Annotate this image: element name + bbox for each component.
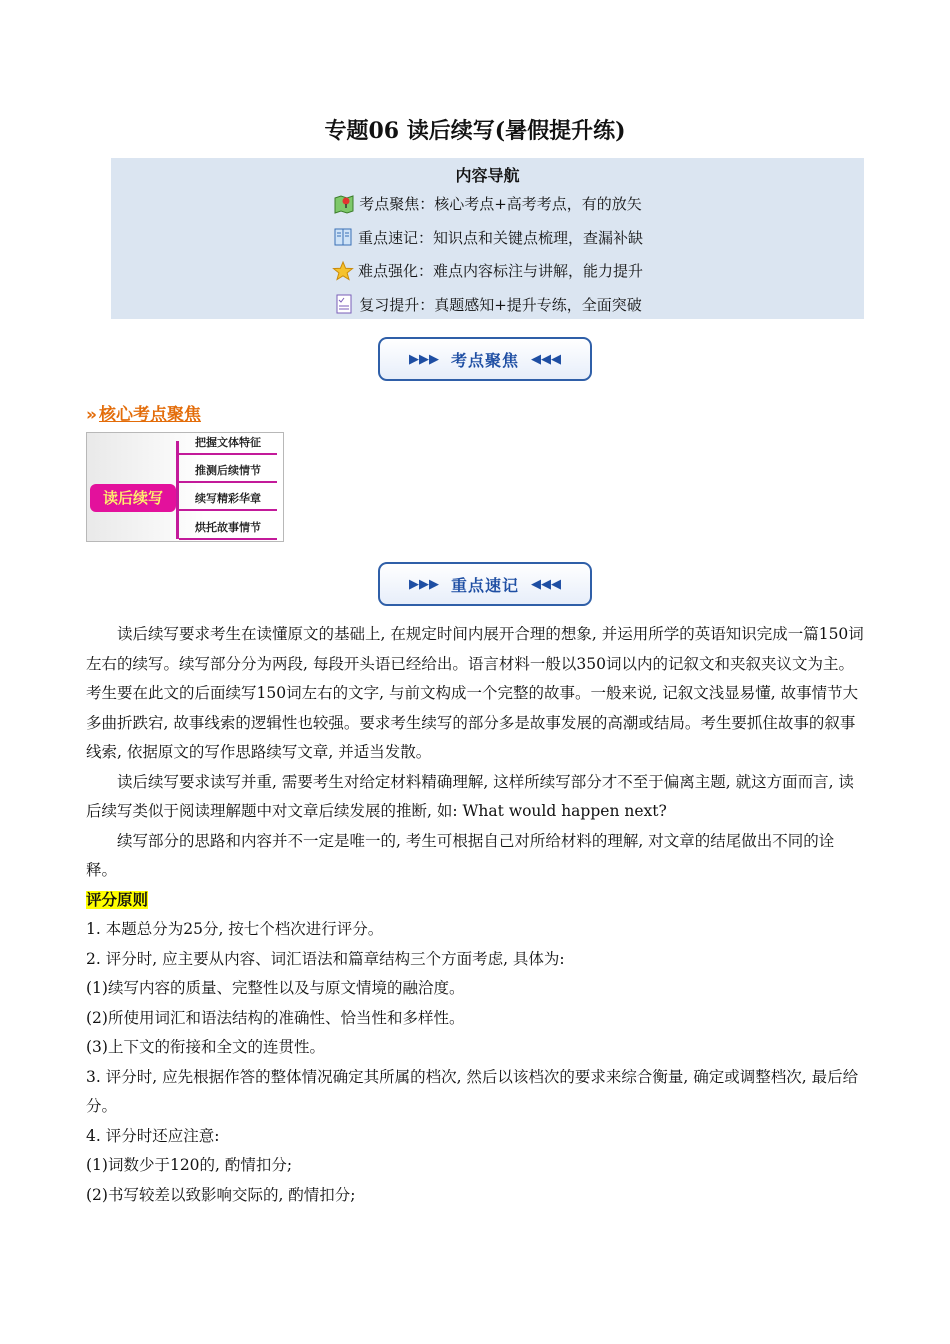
nav-item-label: 考点聚焦：核心考点+高考考点，有的放矢 [359,195,642,214]
scoring-line: 1. 本题总分为25分, 按七个档次进行评分。 [86,920,384,938]
paragraph: 读后续写要求读写并重, 需要考生对给定材料精确理解, 这样所续写部分才不至于偏离主题, 就这方面而言, 读后续写类似于阅读理解题中对文章后续发展的推断, 如: What would happen next? [86,772,854,820]
paragraph: 续写部分的思路和内容并不一定是唯一的, 考生可根据自己对所给材料的理解, 对文章的结尾做出不同的诠释。 [86,831,835,879]
page-title: 专题06 读后续写(暑假提升练) [324,118,626,144]
arrows-left-icon: ◀◀◀ [531,351,561,367]
mindmap-branch: 续写精彩华章 [179,489,277,511]
nav-item-review [111,288,864,322]
mindmap-branch: 把握文体特征 [179,433,277,455]
scoring-line: 3. 评分时, 应先根据作答的整体情况确定其所属的档次, 然后以该档次的要求来综合衡量, 确定或调整档次, 最后给分。 [86,1067,859,1115]
focus-banner [378,337,592,381]
mindmap-branch: 推测后续情节 [179,461,277,483]
checklist-icon [333,293,355,315]
scoring-heading: 评分原则 [86,890,149,909]
mindmap-diagram [86,432,284,542]
nav-item-focus [111,187,864,221]
nav-item-label: 重点速记：知识点和关键点梳理，查漏补缺 [357,228,643,247]
focus-banner-label: 考点聚焦 [450,350,519,370]
memo-banner-label: 重点速记 [450,575,519,595]
nav-item-difficulty [111,254,864,288]
map-icon [333,193,355,215]
book-icon [332,226,354,248]
section-heading-text: 核心考点聚焦 [98,405,201,425]
mindmap-branch: 烘托故事情节 [179,518,277,540]
content-navigation [111,158,864,319]
scoring-line: (1)词数少于120的, 酌情扣分; [86,1156,293,1174]
star-icon [332,260,354,282]
nav-item-label: 难点强化：难点内容标注与讲解，能力提升 [357,262,643,281]
scoring-line: 4. 评分时还应注意: [86,1126,220,1145]
nav-item-label: 复习提升：真题感知+提升专练，全面突破 [359,295,642,314]
section-heading [86,400,201,425]
scoring-line: (2)所使用词汇和语法结构的准确性、恰当性和多样性。 [86,1008,465,1027]
double-chevron-icon: » [86,405,97,425]
nav-heading: 内容导航 [455,166,520,185]
arrows-right-icon: ▶▶▶ [408,576,439,592]
arrows-left-icon: ◀◀◀ [531,576,561,592]
scoring-line: (3)上下文的衔接和全文的连贯性。 [86,1038,325,1056]
scoring-line: (1)续写内容的质量、完整性以及与原文情境的融洽度。 [86,979,465,997]
explanation-text [86,620,864,1210]
nav-item-memo [111,221,864,255]
memo-banner [378,562,592,606]
arrows-right-icon: ▶▶▶ [408,351,439,367]
paragraph: 读后续写要求考生在读懂原文的基础上, 在规定时间内展开合理的想象, 并运用所学的英语知识完成一篇150词左右的续写。续写部分分为两段, 每段开头语已经给出。语言材料一般以350词以内的记叙文和夹叙夹议文为主。考生要在此文的后面续写150词左右的文字, 与前文构成一个完整的故事。一般来说, 记叙文浅显易懂, 故事情节大多曲折跌宕, 故事线索的逻辑性也较强。要求考生续写的部分多是故事发展的高潮或结局。考生要抓住故事的叙事线索, 依据原文的写作思路续写文章, 并适当发散。 [86,625,864,761]
mindmap-center: 读后续写 [90,484,176,512]
scoring-line: (2)书写较差以致影响交际的, 酌情扣分; [86,1185,356,1204]
scoring-line: 2. 评分时, 应主要从内容、词汇语法和篇章结构三个方面考虑, 具体为: [86,949,565,968]
